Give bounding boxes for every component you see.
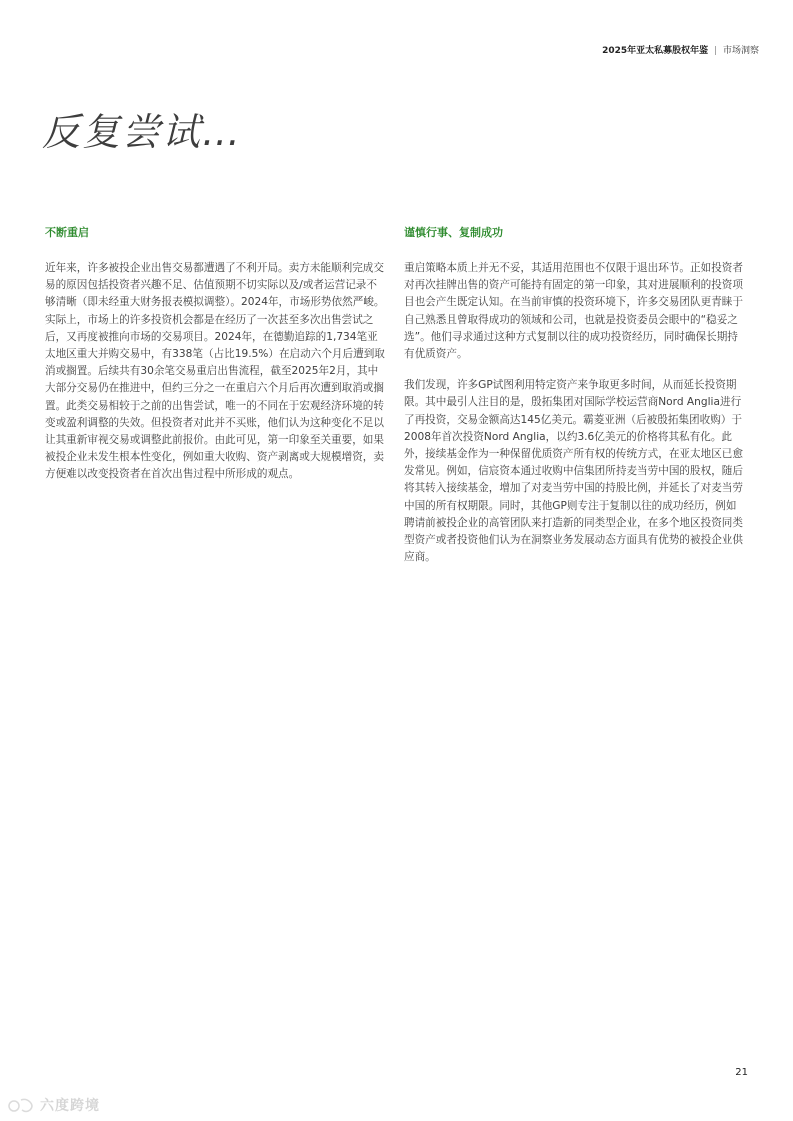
section-name: 市场洞察 — [722, 46, 759, 56]
page-title: 反复尝试… — [42, 110, 243, 154]
left-column-heading: 不断重启 — [45, 226, 89, 239]
right-paragraph: 重启策略本质上并无不妥，其适用范围也不仅限于退出环节。正如投资者对再次挂牌出售的资产可能持有固定的第一印象，其对进展顺利的投资项目也会产生既定认知。在当前审慎的投资环境下，许多交易团队更青睐于自己熟悉且曾取得成功的领域和公司，也就是投资委员会眼中的“稳妥之选”。他们寻求通过这种方式复制以往的成功投资经历，同时确保长期持有优质资产。 — [404, 262, 743, 361]
running-header — [602, 43, 759, 56]
left-column — [45, 226, 385, 498]
left-paragraph: 近年来，许多被投企业出售交易都遭遇了不利开局。卖方未能顺利完成交易的原因包括投资者兴趣不足、估值预期不切实际以及/或者运营记录不够清晰（即未经重大财务报表模拟调整）。2024年，市场形势依然严峻。实际上，市场上的许多投资机会都是在经历了一次甚至多次出售尝试之后，又再度被推向市场的交易项目。2024年，在德勤追踪的1,734笔亚太地区重大并购交易中，有338笔（占比19.5%）在启动六个月后遭到取消或搁置。后续共有30余笔交易重启出售流程，截至2025年2月，其中大部分交易仍在推进中，但约三分之一在重启六个月后再次遭到取消或搁置。此类交易相较于之前的出售尝试，唯一的不同在于宏观经济环境的转变或盈利调整的失效。但投资者对此并不买账，他们认为这种变化不足以让其重新审视交易或调整此前报价。由此可见，第一印象至关重要，如果被投企业未发生根本性变化，例如重大收购、资产剥离或大规模增资，卖方便难以改变投资者在首次出售过程中所形成的观点。 — [45, 262, 385, 481]
watermark-text: 六度跨境 — [40, 1098, 100, 1114]
watermark — [8, 1095, 100, 1115]
publication-title: 2025年亚太私募股权年鉴 — [602, 46, 709, 56]
right-column — [404, 226, 744, 580]
sixdu-logo-icon — [8, 1096, 36, 1114]
page-number: 21 — [735, 1067, 748, 1078]
right-paragraph: 我们发现，许多GP试图利用特定资产来争取更多时间，从而延长投资期限。其中最引人注目的是，殷拓集团对国际学校运营商Nord Anglia进行了再投资，交易金额高达145亿美元。霸菱亚洲（后被殷拓集团收购）于2008年首次投资Nord Anglia，以约3.6亿美元的价格将其私有化。此外，接续基金作为一种保留优质资产所有权的传统方式，在亚太地区已愈发常见。例如，信宸资本通过收购中信集团所持麦当劳中国的股权，随后将其转入接续基金，增加了对麦当劳中国的持股比例，并延长了对麦当劳中国的所有权期限。同时，其他GP则专注于复制以往的成功经历，例如聘请前被投企业的高管团队来打造新的同类型企业，在多个地区投资同类型资产或者投资他们认为在洞察业务发展动态方面具有优势的被投企业供应商。 — [404, 379, 743, 564]
right-column-heading: 谨慎行事、复制成功 — [404, 226, 503, 239]
header-separator: | — [714, 46, 718, 56]
